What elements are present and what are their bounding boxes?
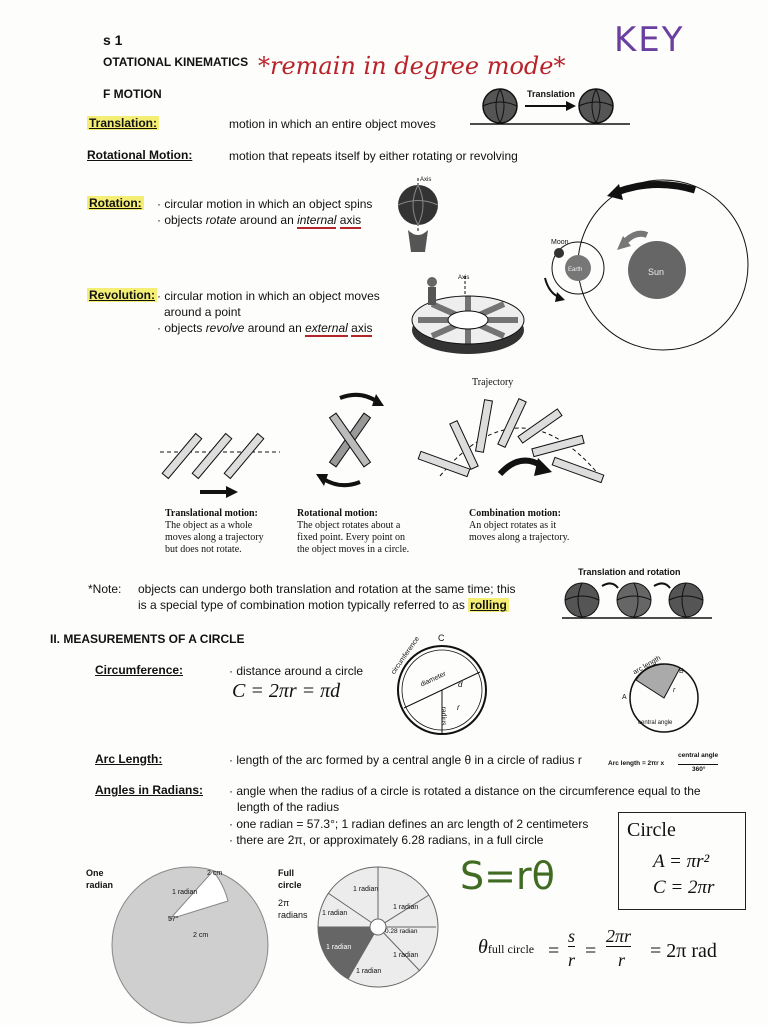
def-circumference: · distance around a circle <box>229 664 364 678</box>
sun-label: Sun <box>648 267 665 277</box>
caption-rotational: Rotational motion: The object rotates about a fixed point. Every point on the object moves in a circle. <box>297 508 410 555</box>
rotation-line2: · objects rotate around an internal axis <box>157 213 362 227</box>
term-circumference: Circumference: <box>95 663 184 677</box>
circumference-formula: C = 2πr = πd <box>232 680 341 702</box>
one-radian-cm-bottom: 2 cm <box>193 932 209 939</box>
trajectory-label: Trajectory <box>472 377 514 388</box>
circle-formula-box <box>618 812 746 910</box>
arc-label: arc length <box>632 654 663 677</box>
rotation-line1: · circular motion in which an object spins <box>157 197 373 211</box>
full-circle-center-label: 0.28 radian <box>385 928 418 935</box>
arc-label-B: B <box>679 668 684 675</box>
arc-formula-left: Arc length = 2πr x <box>608 760 665 767</box>
translation-illustration <box>470 86 630 132</box>
arc-label-A: A <box>622 694 627 701</box>
section2-title: II. MEASUREMENTS OF A CIRCLE <box>50 632 245 646</box>
eq-equals-1: = <box>548 940 560 962</box>
term-rotational-motion: Rotational Motion: <box>87 148 193 162</box>
full-circle-slice-1: 1 radian <box>353 886 379 893</box>
eq-r: r <box>568 950 576 970</box>
eq-s: s <box>568 926 576 946</box>
topic-title: OTATIONAL KINEMATICS <box>103 55 249 69</box>
eq-num: 2πr <box>606 926 632 946</box>
term-translation: Translation: <box>89 116 158 130</box>
one-radian-angle: 57° <box>168 916 179 923</box>
motion-types-illustration <box>160 390 620 500</box>
arc-formula-num: central angle <box>678 748 718 765</box>
caption-combination: Combination motion: An object rotates as it moves along a trajectory. <box>469 508 570 543</box>
radians-line3: · one radian = 57.3°; 1 radian defines an arc length of 2 centimeters <box>229 817 589 831</box>
full-circle-slice-4: 1 radian <box>326 944 352 951</box>
rolling-img-label: Translation and rotation <box>578 567 681 577</box>
def-arc-length: · length of the arc formed by a central angle θ in a circle of radius r <box>229 753 582 767</box>
eq-equals-2: = <box>585 940 597 962</box>
earth-label: Earth <box>568 267 583 273</box>
full-circle-slice-6: 1 radian <box>356 968 382 975</box>
radians-line4: · there are 2π, or approximately 6.28 radians, in a full circle <box>229 833 544 847</box>
radians-line2: length of the radius <box>237 800 340 814</box>
term-arc-length: Arc Length: <box>95 752 163 766</box>
term-angles-in-radians: Angles in Radians: <box>95 783 204 797</box>
circ-label-r: r <box>457 703 460 712</box>
subheading: F MOTION <box>103 87 162 101</box>
note-line2: is a special type of combination motion typically referred to as rolling <box>138 598 507 612</box>
arc-formula-den: 360° <box>692 766 706 773</box>
handwritten-note: *remain in degree mode* <box>258 52 566 80</box>
arc-label-r: r <box>673 687 676 694</box>
box-title: Circle <box>627 819 676 841</box>
eq-result: = 2π rad <box>650 940 717 962</box>
section-number: s 1 <box>103 32 123 48</box>
rolling-illustration <box>562 578 712 622</box>
arc-label-central-angle: central angle <box>638 720 673 726</box>
full-circle-slice-2: 1 radian <box>393 904 419 911</box>
revolution-axis-label: Axis <box>458 275 470 281</box>
def-rotational-motion: motion that repeats itself by either rotating or revolving <box>229 149 518 163</box>
key-mark: KEY <box>614 20 685 60</box>
term-rotation: Rotation: <box>89 196 142 210</box>
one-radian-cm-top: 2 cm <box>207 870 223 877</box>
spinning-ball-illustration <box>393 178 443 258</box>
note-label: *Note: <box>88 582 122 596</box>
moon-label: Moon <box>551 239 569 246</box>
revolution-line2: around a point <box>164 305 241 319</box>
eq-den: r <box>618 950 626 970</box>
rotation-axis-label: Axis <box>420 177 432 183</box>
caption-translational: Translational motion: The object as a whole moves along a trajectory but does not rotate. <box>165 508 264 555</box>
circ-label-C: C <box>438 633 445 643</box>
one-radian-label: 1 radian <box>172 889 198 896</box>
translation-img-label: Translation <box>527 89 576 99</box>
box-area: A = πr² <box>653 851 710 872</box>
orbit-illustration <box>545 170 760 350</box>
circ-label-radius: radius <box>439 706 447 726</box>
handwritten-s-equals-r-theta: S=rθ <box>460 854 555 898</box>
box-circ: C = 2πr <box>653 877 715 898</box>
full-circle-title: Full circle 2π radians <box>278 868 308 920</box>
full-circle-slice-3: 1 radian <box>322 910 348 917</box>
full-circle-equation: θfull circle <box>478 936 535 958</box>
revolution-line1: · circular motion in which an object moves <box>157 289 380 303</box>
radians-line1: · angle when the radius of a circle is rotated a distance on the circumference equal to the <box>229 784 701 798</box>
term-revolution: Revolution: <box>89 288 155 302</box>
circ-label-diameter: diameter <box>419 670 448 689</box>
revolution-line3: · objects revolve around an external axis <box>157 321 373 335</box>
one-radian-title: One radian <box>86 868 114 890</box>
full-circle-slice-5: 1 radian <box>393 952 419 959</box>
note-line1: objects can undergo both translation and rotation at the same time; this <box>138 582 516 596</box>
circ-label-d: d <box>458 680 463 689</box>
def-translation: motion in which an entire object moves <box>229 117 436 131</box>
carousel-illustration <box>410 268 530 360</box>
circ-label-circumference: circumference <box>390 635 422 676</box>
